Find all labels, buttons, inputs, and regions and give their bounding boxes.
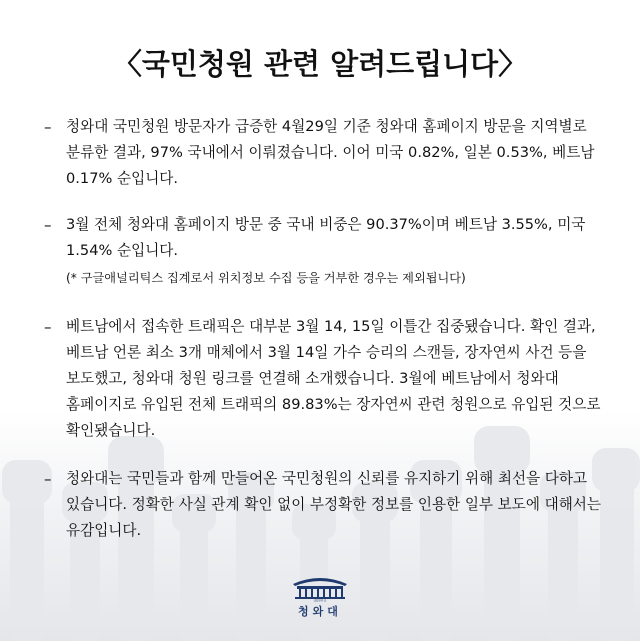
dash-bullet-icon: – (44, 216, 52, 234)
logo-small-text: 대한민국 (313, 599, 327, 602)
list-item (44, 466, 624, 544)
list-item (44, 114, 624, 192)
item-text: 청와대 국민청원 방문자가 급증한 4월29일 기준 청와대 홈페이지 방문을 지역별로 분류한 결과, 97% 국내에서 이뤄졌습니다. 이어 미국 0.82%, 일본 0.53%, 베트남 0.17% 순입니다. (66, 118, 595, 187)
item-text: 베트남에서 접속한 트래픽은 대부분 3월 14, 15일 이틀간 집중됐습니다. 확인 결과, 베트남 언론 최소 3개 매체에서 3월 14일 가수 승리의 스캔들, 장자연씨 사건 등을 보도했고, 청와대 청원 링크를 연결해 소개했습니다. 3월에 베트남에서 청와대 홈페이지로 유입된 전체 트래픽의 89.83%는 장자연씨 관련 청원으로 유입된 것으로 확인됐습니다. (66, 318, 601, 439)
blue-house-logo (280, 572, 360, 622)
list-item (44, 314, 624, 444)
item-text: 3월 전체 청와대 홈페이지 방문 중 국내 비중은 90.37%이며 베트남 3.55%, 미국 1.54% 순입니다. (66, 216, 586, 259)
notice-list (44, 114, 624, 544)
page-title: 〈국민청원 관련 알려드립니다〉 (112, 47, 528, 81)
dash-bullet-icon: – (44, 470, 52, 488)
item-text: 청와대는 국민들과 함께 만들어온 국민청원의 신뢰를 유지하기 위해 최선을 다하고 있습니다. 정확한 사실 관계 확인 없이 부정확한 정보를 인용한 일부 보도에 대해서는 유감입니다. (66, 470, 601, 539)
dash-bullet-icon: – (44, 318, 52, 336)
item-footnote: (* 구글애널리틱스 집계로서 위치정보 수집 등을 거부한 경우는 제외됩니다) (66, 271, 466, 285)
footer-org-name: 청와대 (298, 605, 342, 618)
blue-house-logo-icon (289, 572, 351, 602)
dash-bullet-icon: – (44, 118, 52, 136)
list-item (44, 212, 624, 289)
